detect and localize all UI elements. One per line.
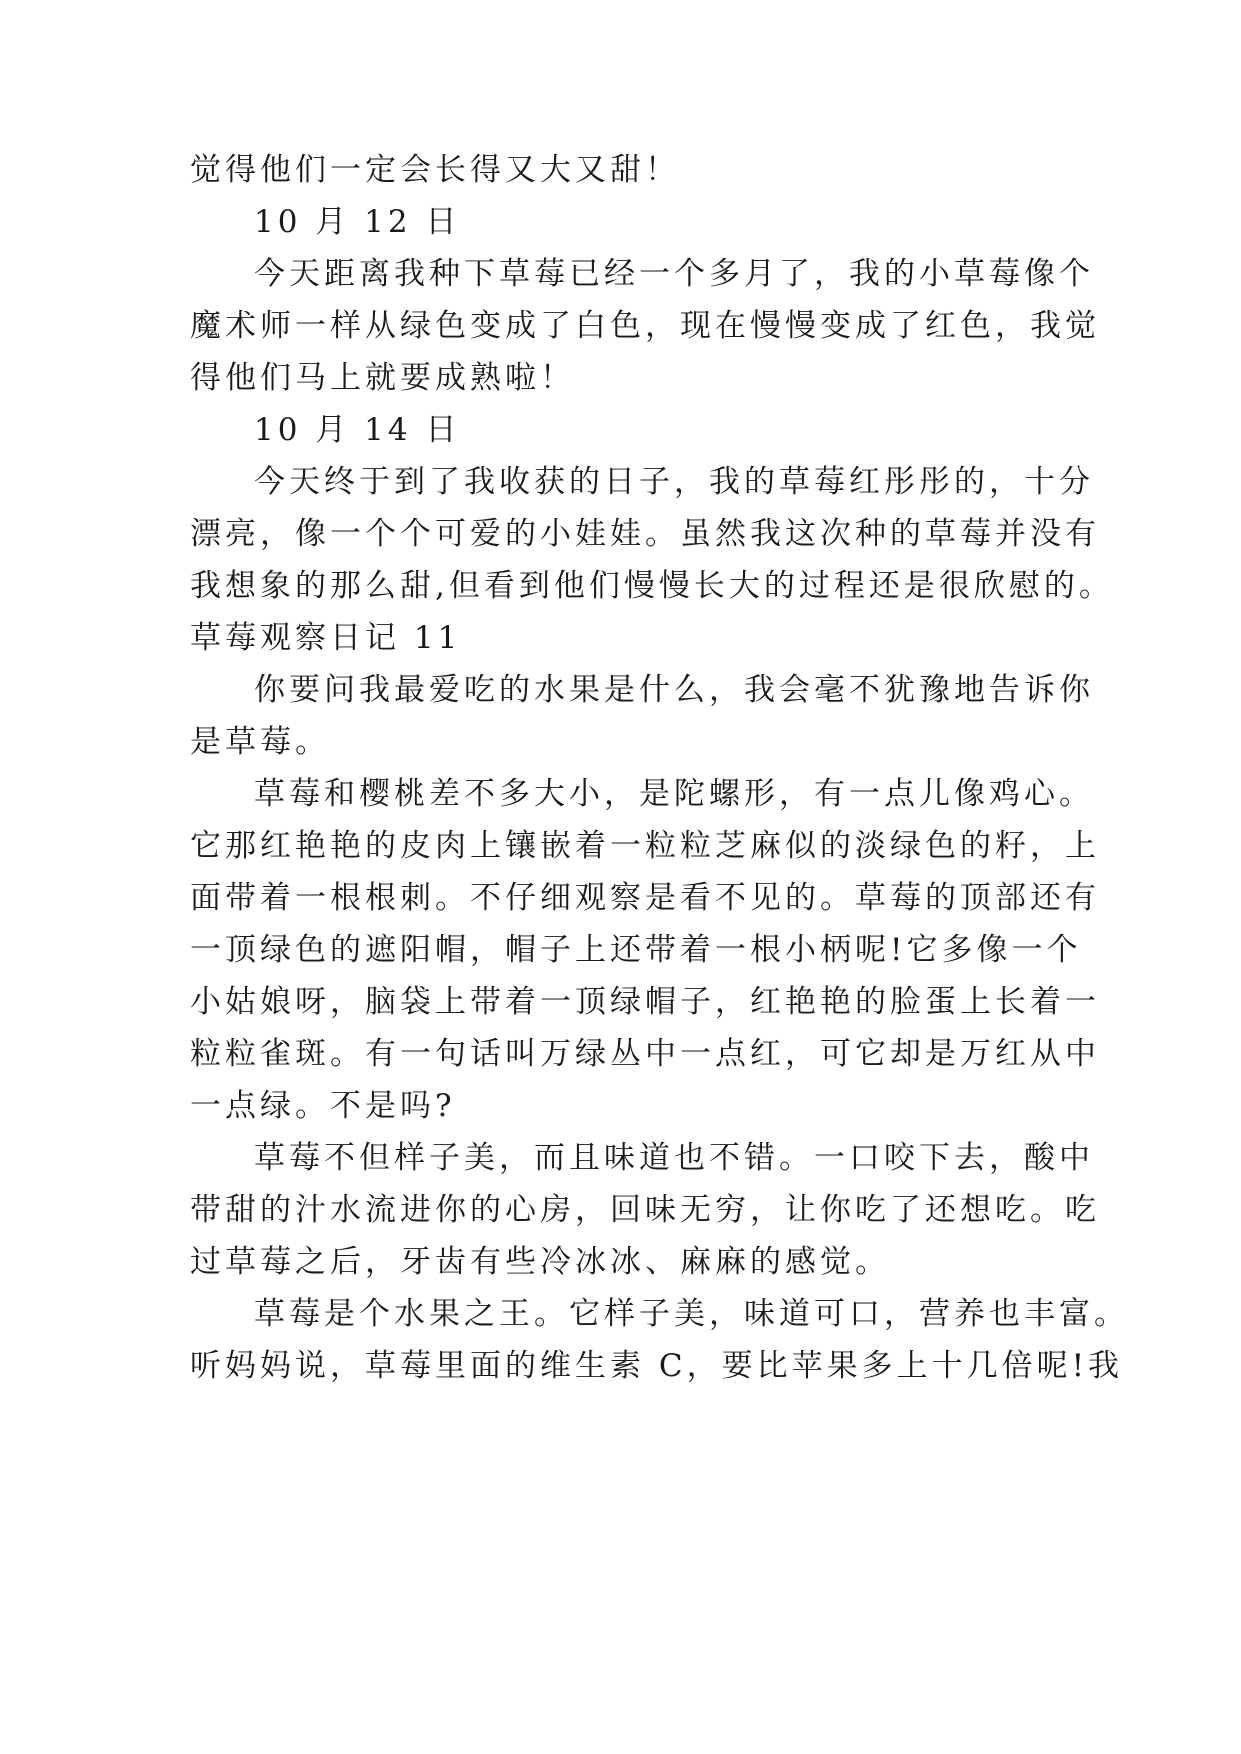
text-line: 觉得他们一定会长得又大又甜！ [190, 152, 680, 188]
text-line: 一顶绿色的遮阳帽，帽子上还带着一根小柄呢!它多像一个 [190, 932, 1082, 968]
text-line: 得他们马上就要成熟啦！ [190, 360, 575, 396]
text-line: 它那红艳艳的皮肉上镶嵌着一粒粒芝麻似的淡绿色的籽，上 [190, 828, 1100, 864]
text-line: 魔术师一样从绿色变成了白色，现在慢慢变成了红色，我觉 [190, 308, 1100, 344]
text-line: 今天距离我种下草莓已经一个多月了，我的小草莓像个 [254, 256, 1094, 292]
text-line: 带甜的汁水流进你的心房，回味无穷，让你吃了还想吃。吃 [190, 1192, 1100, 1228]
text-line: 漂亮，像一个个可爱的小娃娃。虽然我这次种的草莓并没有 [190, 516, 1100, 552]
diary-date: 10 月 14 日 [254, 412, 461, 448]
text-line: 是草莓。 [190, 724, 330, 760]
text-line: 今天终于到了我收获的日子，我的草莓红彤彤的，十分 [254, 464, 1094, 500]
section-title: 草莓观察日记 11 [190, 620, 462, 656]
text-line: 过草莓之后，牙齿有些冷冰冰、麻麻的感觉。 [190, 1244, 890, 1280]
text-line: 草莓是个水果之王。它样子美，味道可口，营养也丰富。 [254, 1296, 1129, 1332]
text-line: 听妈妈说，草莓里面的维生素 C，要比苹果多上十几倍呢!我 [190, 1348, 1124, 1384]
text-line: 你要问我最爱吃的水果是什么，我会毫不犹豫地告诉你 [254, 672, 1094, 708]
diary-date: 10 月 12 日 [254, 204, 461, 240]
text-line: 草莓不但样子美，而且味道也不错。一口咬下去，酸中 [254, 1140, 1094, 1176]
text-line: 草莓和樱桃差不多大小，是陀螺形，有一点儿像鸡心。 [254, 776, 1094, 812]
text-line: 面带着一根根刺。不仔细观察是看不见的。草莓的顶部还有 [190, 880, 1100, 916]
text-line: 粒粒雀斑。有一句话叫万绿丛中一点红，可它却是万红从中 [190, 1036, 1100, 1072]
text-line: 一点绿。不是吗? [190, 1088, 456, 1124]
text-line: 我想象的那么甜,但看到他们慢慢长大的过程还是很欣慰的。 [190, 568, 1114, 604]
text-line: 小姑娘呀，脑袋上带着一顶绿帽子，红艳艳的脸蛋上长着一 [190, 984, 1100, 1020]
